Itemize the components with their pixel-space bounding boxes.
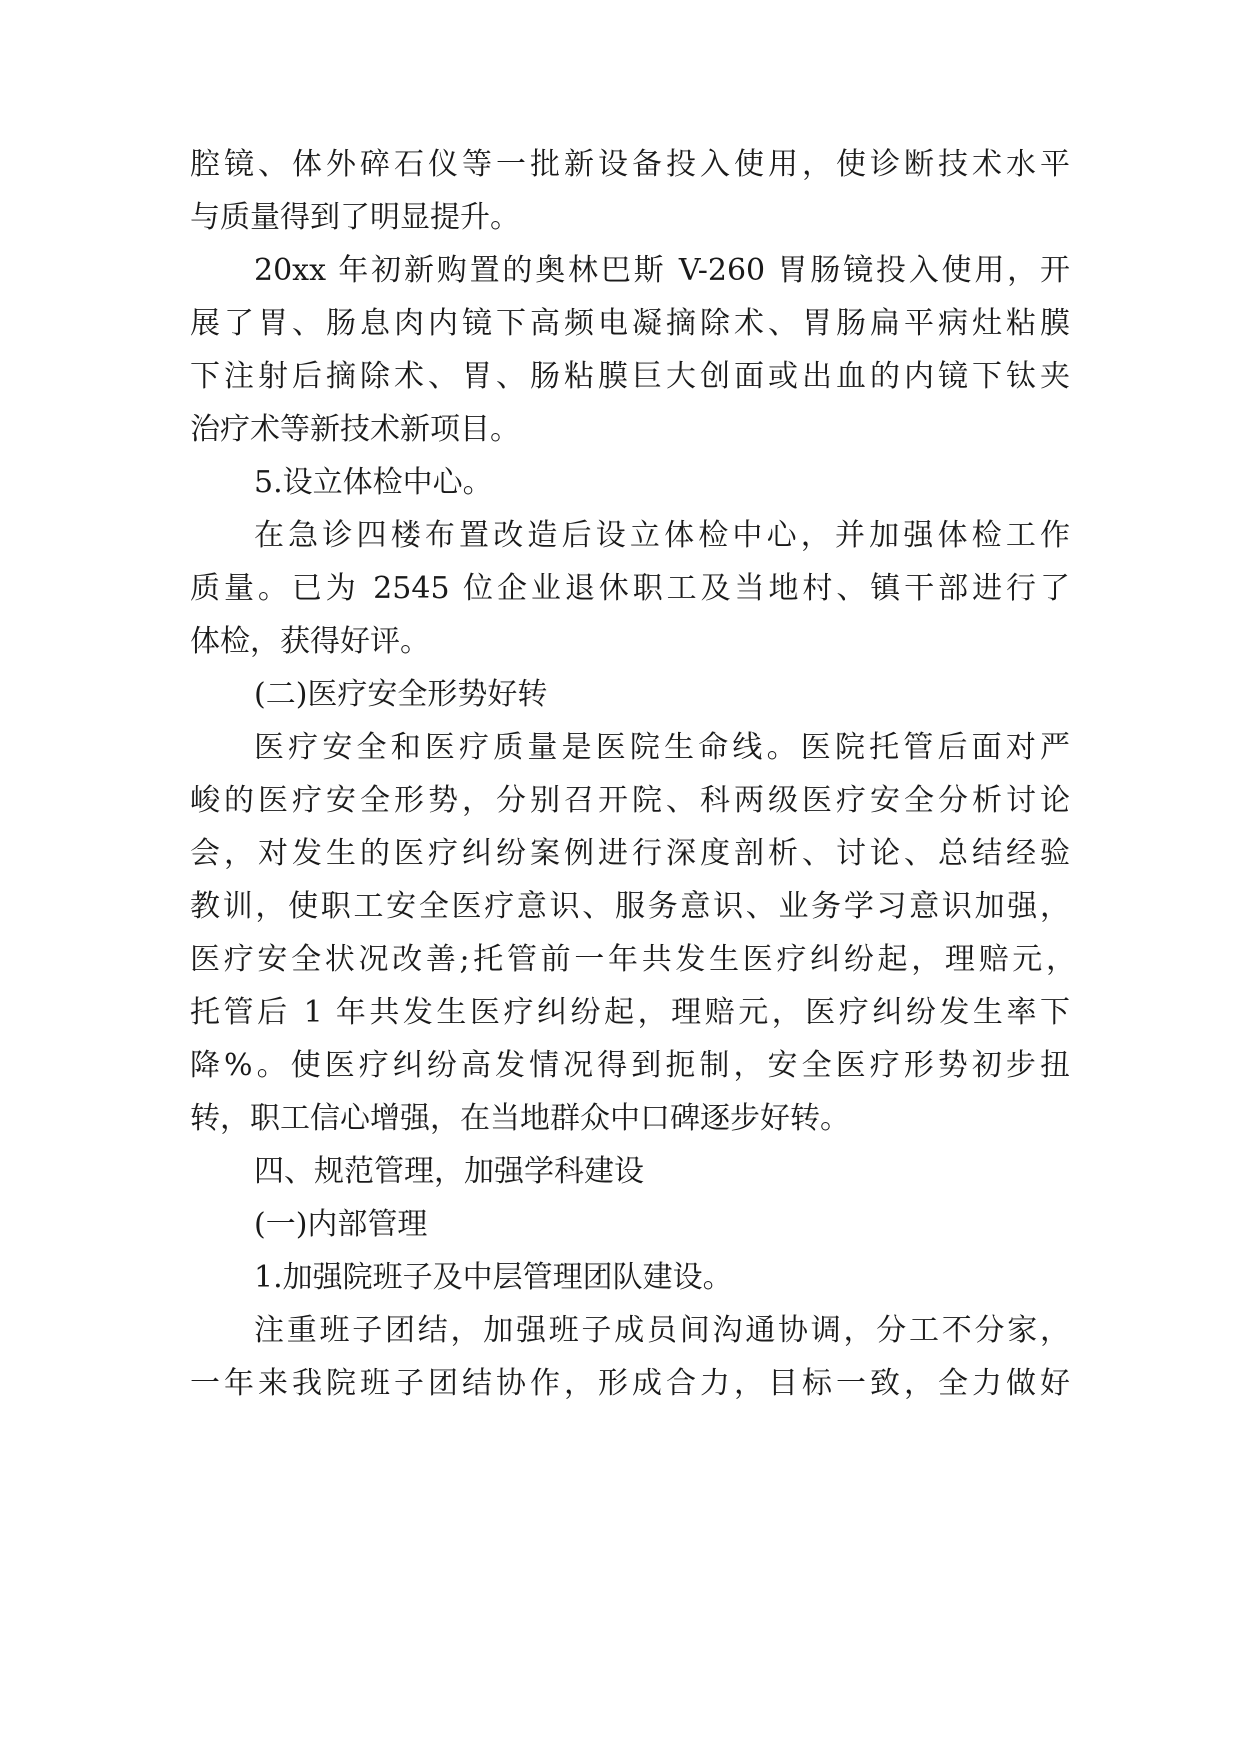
- section-heading: 四、规范管理，加强学科建设: [254, 1154, 644, 1189]
- body-text-line: 峻的医疗安全形势，分别召开院、科两级医疗安全分析讨论: [190, 783, 1070, 818]
- body-text-line: 与质量得到了明显提升。: [190, 200, 520, 235]
- body-text-line: 会，对发生的医疗纠纷案例进行深度剖析、讨论、总结经验: [190, 836, 1070, 871]
- section-heading: 5.设立体检中心。: [254, 465, 493, 500]
- body-text-line: 教训，使职工安全医疗意识、服务意识、业务学习意识加强，: [190, 889, 1070, 924]
- body-text-line: 质量。已为 2545 位企业退休职工及当地村、镇干部进行了: [190, 571, 1070, 606]
- body-text-line: 腔镜、体外碎石仪等一批新设备投入使用，使诊断技术水平: [190, 147, 1070, 182]
- body-text-line: 医疗安全和医疗质量是医院生命线。医院托管后面对严: [254, 730, 1070, 765]
- body-text-line: 20xx 年初新购置的奥林巴斯 V-260 胃肠镜投入使用，开: [254, 253, 1070, 288]
- section-heading: 1.加强院班子及中层管理团队建设。: [254, 1260, 733, 1295]
- body-text-line: 转，职工信心增强，在当地群众中口碑逐步好转。: [190, 1101, 850, 1136]
- body-text-line: 注重班子团结，加强班子成员间沟通协调，分工不分家，: [254, 1313, 1070, 1348]
- body-text-line: 降%。使医疗纠纷高发情况得到扼制，安全医疗形势初步扭: [190, 1048, 1070, 1083]
- section-heading: (一)内部管理: [254, 1207, 428, 1242]
- body-text-line: 治疗术等新技术新项目。: [190, 412, 520, 447]
- body-text-line: 医疗安全状况改善;托管前一年共发生医疗纠纷起，理赔元，: [190, 942, 1076, 977]
- section-heading: (二)医疗安全形势好转: [254, 677, 548, 712]
- body-text-line: 一年来我院班子团结协作，形成合力，目标一致，全力做好: [190, 1366, 1070, 1401]
- body-text-line: 体检，获得好评。: [190, 624, 430, 659]
- body-text-line: 下注射后摘除术、胃、肠粘膜巨大创面或出血的内镜下钛夹: [190, 359, 1070, 394]
- body-text-line: 在急诊四楼布置改造后设立体检中心，并加强体检工作: [254, 518, 1070, 553]
- body-text-line: 展了胃、肠息肉内镜下高频电凝摘除术、胃肠扁平病灶粘膜: [190, 306, 1070, 341]
- body-text-line: 托管后 1 年共发生医疗纠纷起，理赔元，医疗纠纷发生率下: [190, 995, 1070, 1030]
